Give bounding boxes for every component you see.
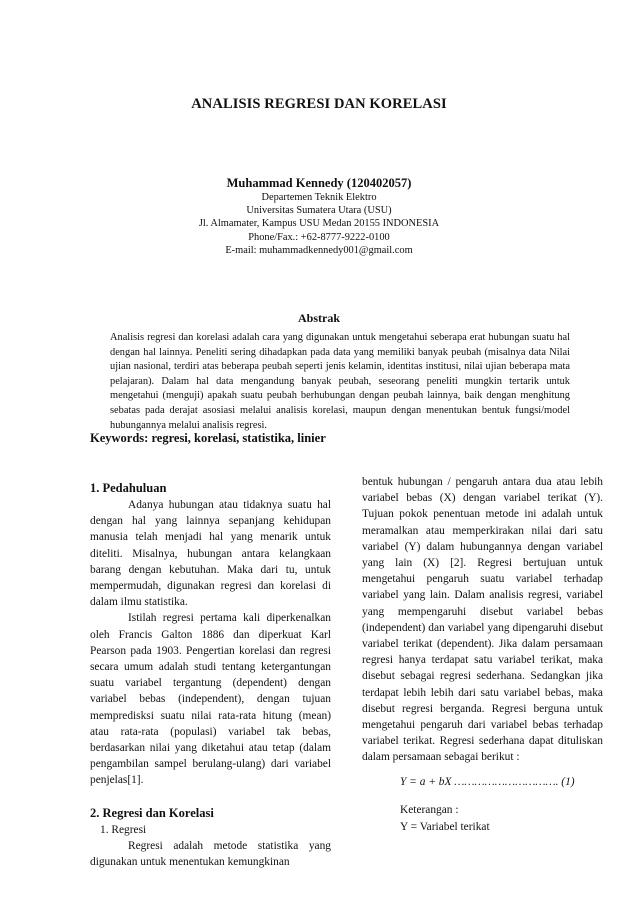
right-column [362,474,603,836]
keterangan-y: Y = Variabel terikat [400,820,490,833]
section-heading-regression: 2. Regresi dan Korelasi [90,805,214,820]
section-heading-introduction: 1. Pedahuluan [90,481,167,495]
author-university: Universitas Sumatera Utara (USU) [246,205,392,217]
author-block [0,175,638,257]
author-phone: Phone/Fax.: +62-8777-9222-0100 [248,231,390,243]
abstract-heading: Abstrak [297,311,340,325]
left-column [90,480,331,870]
subsection-label-regresi: 1. Regresi [100,823,147,836]
regresi-paragraph: Regresi adalah metode statistika yang digunakan untuk menentukan kemungkinan [90,839,331,869]
author-name: Muhammad Kennedy (120402057) [226,176,412,190]
intro-paragraph-2: Istilah regresi pertama kali diperkenalkan oleh Francis Galton 1886 dan diperkuat Karl Pearson pada 1903. Pengertian korelasi dan regresi secara umum adalah studi tentang ketergantungan suatu variabel tergantung (dependent) dengan variabel bebas (independent), dengan tujuan mempredisksi suatu nilai rata-rata hitung (mean) atau rata-rata (populasi) variabel tak bebas, berdasarkan nilai yang diketahui atau tetap (dalam pengambilan sampel berulang-ulang) dari variabel penjelas[1]. [90,612,331,787]
right-column-paragraph: bentuk hubungan / pengaruh antara dua atau lebih variabel bebas (X) dengan variabel terikat (Y). Tujuan pokok penentuan metode ini adalah untuk meramalkan atau memperkirakan nilai dari satu variabel (Y) dalam hubungannya dengan variabel yang lain (X) [2]. Regresi bertujuan untuk mengetahui pengaruh suatu variabel terhadap variabel yang lain. Dalam analisis regresi, variabel yang mempengaruhi disebut variabel bebas (independent) dan variabel yang dipengaruhi disebut variabel terikat (dependent). Jika dalam persamaan regresi hanya terdapat satu variabel terikat, maka disebut sebagai regresi sederhana. Sedangkan jika terdapat lebih lebih dari satu variabel bebas, maka disebut regresi berganda. Regresi berguna untuk mengetahui pengaruh dari variabel bebas terhadap variabel terikat. Regresi sederhana dapat dituliskan dalam persamaan sebagai berikut : [362,476,603,764]
keywords: Keywords: regresi, korelasi, statistika, linier [90,431,326,445]
intro-paragraph-1: Adanya hubungan atau tidaknya suatu hal dengan hal yang lainnya sepanjang kehidupan manusia telah menjadi hal yang menarik untuk diteliti. Misalnya, hubungan antara kelangkaan barang dengan kebutuhan. Maka dari tu, untuk mempermudah, digunakan regresi dan korelasi di dalam ilmu statistika. [90,499,331,609]
abstract-body: Analisis regresi dan korelasi adalah cara yang digunakan untuk mengetahui seberapa erat hubungan suatu hal dengan hal lainnya. Peneliti sering dihadapkan pada data yang memiliki banyak peubah (misalnya data Nilai ujian nasional, terdiri atas beberapa peubah seperti jenis kelamin, identitas institusi, nilai ujian beberapa mata pelajaran). Dalam hal data mengandung banyak peubah, seseorang peneliti mungkin tertarik untuk mengetahui (menguji) apakah suatu peubah berhubungan dengan peubah lainnya, baik dengan menghitung sebatas pada derajat asosiasi melalui analisis korelasi, maupun dengan menentukan bentuk fungsi/model hubungannya melalui analisis regresi. [110,332,570,431]
author-address: Jl. Almamater, Kampus USU Medan 20155 INDONESIA [198,218,440,230]
equation-1: Y = a + bX …………………………. (1) [400,775,575,788]
author-department: Departemen Teknik Elektro [261,192,377,203]
keterangan-label: Keterangan : [400,803,459,816]
author-email: E-mail: muhammadkennedy001@gmail.com [225,244,413,256]
paper-title: ANALISIS REGRESI DAN KORELASI [191,96,447,112]
